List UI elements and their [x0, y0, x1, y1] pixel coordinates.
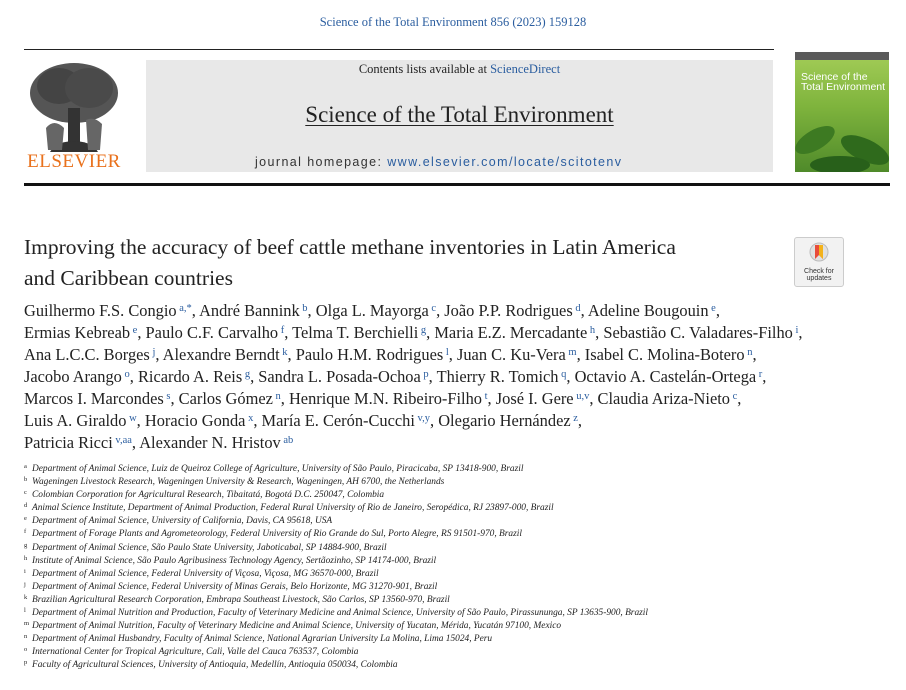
- affiliation-marker[interactable]: r: [756, 369, 763, 380]
- affiliation-marker[interactable]: g: [418, 325, 427, 336]
- author-name[interactable]: André Bannink: [199, 301, 300, 320]
- author-line: Guilhermo F.S. Congio $^{a,*}$, André Bannink $^b$, Olga L. Mayorga $^c$, João P.P. Rodrigues $^d$, Adeline Bougouin $^e$,: [24, 301, 720, 320]
- author-line: Luis A. Giraldo $^w$, Horacio Gonda $^x$, María E. Cerón-Cucchi $^{v,y}$, Olegario Hernández $^z$,: [24, 411, 583, 430]
- author-line: Patricia Ricci $^{v,aa}$, Alexander N. Hristov $^{ab}$: [24, 433, 294, 452]
- affiliation-marker[interactable]: d: [572, 303, 581, 314]
- author-line: Ana L.C.C. Borges $^j$, Alexandre Berndt $^k$, Paulo H.M. Rodrigues $^l$, Juan C. Ku-Vera $^m$, Isabel C. Molina-Botero $^n$,: [24, 345, 757, 364]
- affiliation-item: $^h$ Institute of Animal Science, São Paulo Agribusiness Technology Agency, Sertãozinho, SP 14174-000, Brazil: [24, 554, 437, 566]
- affiliation-item: $^g$ Department of Animal Science, São Paulo State University, Jaboticabal, SP 14884-900, Brazil: [24, 541, 387, 553]
- affiliation-marker[interactable]: t: [482, 391, 488, 402]
- journal-title[interactable]: Science of the Total Environment: [305, 102, 614, 127]
- author-name[interactable]: Olegario Hernández: [438, 411, 571, 430]
- citation-header[interactable]: Science of the Total Environment 856 (2023) 159128: [319, 15, 587, 29]
- author-name[interactable]: Ricardo A. Reis: [137, 367, 243, 386]
- author-list: [24, 300, 899, 454]
- affiliation-marker[interactable]: j: [149, 347, 156, 358]
- affiliation-item: $^k$ Brazilian Agricultural Research Corporation, Embrapa Southeast Livestock, São Carlos, SP 13560-970, Brazil: [24, 593, 450, 605]
- author-name[interactable]: Jacobo Arango: [24, 367, 122, 386]
- affiliation-marker[interactable]: s: [163, 391, 171, 402]
- affiliation-marker[interactable]: z: [570, 413, 578, 424]
- author-name[interactable]: Sebastião C. Valadares-Filho: [603, 323, 793, 342]
- author-name[interactable]: Olga L. Mayorga: [315, 301, 429, 320]
- affiliation-item: $^l$ Department of Animal Nutrition and Production, Faculty of Veterinary Medicine and Animal Science, University of São Paulo, Pirassununga, SP 13635-900, Brazil: [24, 607, 648, 619]
- affiliation-marker[interactable]: b: [299, 303, 308, 314]
- author-name[interactable]: Paulo C.F. Carvalho: [145, 323, 279, 342]
- check-updates-label: Check for updates: [804, 268, 834, 282]
- affiliation-text: Department of Animal Nutrition and Production, Faculty of Veterinary Medicine and Animal Science, University of São Paulo, Pirassununga, SP 13635-900, Brazil: [32, 608, 648, 619]
- affiliation-marker[interactable]: n: [272, 391, 281, 402]
- contents-lists: Contents lists available at ScienceDirect: [358, 62, 561, 76]
- bookmark-icon: [809, 242, 829, 266]
- author-name[interactable]: Juan C. Ku-Vera: [456, 345, 566, 364]
- affiliation-marker[interactable]: w: [126, 413, 137, 424]
- author-name[interactable]: Henrique M.N. Ribeiro-Filho: [288, 389, 482, 408]
- homepage-link[interactable]: www.elsevier.com/locate/scitotenv: [387, 155, 623, 169]
- affiliation-text: Wageningen Livestock Research, Wageningen University & Research, Wageningen, AH 6700, the Netherlands: [32, 477, 445, 488]
- header-bottom-rule: [24, 183, 890, 186]
- affiliation-item: $^d$ Animal Science Institute, Department of Animal Production, Federal Rural University of Rio de Janeiro, Seropédica, RJ 23897-000, Brazil: [24, 502, 554, 514]
- author-name[interactable]: Adeline Bougouin: [587, 301, 709, 320]
- author-name[interactable]: Guilhermo F.S. Congio: [24, 301, 177, 320]
- affiliation-item: $^f$ Department of Forage Plants and Agrometeorology, Federal University of Rio Grande do Sul, Porto Alegre, RS 91501-970, Brazil: [24, 528, 522, 540]
- affiliation-item: $^a$ Department of Animal Science, Luiz de Queiroz College of Agriculture, University of São Paulo, Piracicaba, SP 13418-900, Brazil: [24, 463, 524, 474]
- author-name[interactable]: Isabel C. Molina-Botero: [584, 345, 745, 364]
- affiliation-text: Animal Science Institute, Department of Animal Production, Federal Rural University of Rio de Janeiro, Seropédica, RJ 23897-000, Brazil: [32, 503, 554, 514]
- author-name[interactable]: Octavio A. Castelán-Ortega: [574, 367, 757, 386]
- affiliation-text: Department of Animal Science, Federal University of Viçosa, Viçosa, MG 36570-000, Brazil: [32, 568, 379, 579]
- affiliation-marker[interactable]: o: [121, 369, 130, 380]
- affiliation-marker[interactable]: e: [708, 303, 716, 314]
- affiliation-list: [24, 463, 894, 673]
- affiliation-item: $^j$ Department of Animal Science, Federal University of Minas Gerais, Belo Horizonte, MG 31270-901, Brazil: [24, 580, 438, 592]
- affiliation-marker[interactable]: q: [558, 369, 567, 380]
- affiliation-marker[interactable]: ab: [280, 435, 294, 446]
- author-line: Ermias Kebreab $^e$, Paulo C.F. Carvalho $^f$, Telma T. Berchielli $^g$, Maria E.Z. Mercadante $^h$, Sebastião C. Valadares-Filho $^i$,: [24, 323, 803, 342]
- author-name[interactable]: Luis A. Giraldo: [24, 411, 127, 430]
- author-name[interactable]: Horacio Gonda: [144, 411, 246, 430]
- affiliation-marker[interactable]: h: [587, 325, 596, 336]
- affiliation-marker[interactable]: i: [792, 325, 799, 336]
- cover-stripe: [795, 52, 889, 60]
- affiliation-marker[interactable]: x: [245, 413, 254, 424]
- author-name[interactable]: Paulo H.M. Rodrigues: [295, 345, 444, 364]
- article-title: [24, 232, 764, 294]
- author-name[interactable]: José I. Gere: [495, 389, 574, 408]
- author-name[interactable]: Sandra L. Posada-Ochoa: [258, 367, 421, 386]
- journal-cover-image[interactable]: [795, 52, 889, 172]
- affiliation-item: $^o$ International Center for Tropical Agriculture, Cali, Valle del Cauca 763537, Colombia: [24, 646, 359, 658]
- affiliation-text: Faculty of Agricultural Sciences, University of Antioquia, Medellín, Antioquia 050034, Colombia: [32, 660, 398, 671]
- author-name[interactable]: João P.P. Rodrigues: [444, 301, 573, 320]
- affiliation-item: $^c$ Colombian Corporation for Agricultural Research, Tibaitatá, Bogotá D.C. 250047, Colombia: [24, 489, 385, 501]
- affiliation-marker[interactable]: e: [130, 325, 138, 336]
- affiliation-marker[interactable]: a,*: [176, 303, 192, 314]
- affiliation-text: Colombian Corporation for Agricultural Research, Tibaitatá, Bogotá D.C. 250047, Colombia: [32, 490, 385, 501]
- affiliation-marker[interactable]: v,aa: [112, 435, 132, 446]
- affiliation-text: Department of Forage Plants and Agrometeorology, Federal University of Rio Grande do Sul, Porto Alegre, RS 91501-970, Brazil: [32, 529, 522, 540]
- affiliation-item: $^e$ Department of Animal Science, University of California, Davis, CA 95618, USA: [24, 515, 333, 527]
- author-line: Marcos I. Marcondes $^s$, Carlos Gómez $^n$, Henrique M.N. Ribeiro-Filho $^t$, José I. Gere $^{u,v}$, Claudia Ariza-Nieto $^c$,: [24, 389, 742, 408]
- cover-leaves-graphic: [795, 100, 889, 172]
- author-name[interactable]: Carlos Gómez: [178, 389, 273, 408]
- author-name[interactable]: Ana L.C.C. Borges: [24, 345, 150, 364]
- check-for-updates-button[interactable]: [794, 237, 844, 287]
- author-name[interactable]: Ermias Kebreab: [24, 323, 131, 342]
- author-name[interactable]: Maria E.Z. Mercadante: [434, 323, 588, 342]
- article-title-line: Improving the accuracy of beef cattle methane inventories in Latin America: [24, 235, 676, 259]
- author-name[interactable]: María E. Cerón-Cucchi: [261, 411, 415, 430]
- affiliation-marker[interactable]: c: [729, 391, 738, 402]
- affiliation-item: $^n$ Department of Animal Husbandry, Faculty of Animal Science, National Agrarian University La Molina, Lima 15024, Peru: [24, 633, 493, 645]
- affiliation-item: $^p$ Faculty of Agricultural Sciences, University of Antioquia, Medellín, Antioquia 050034, Colombia: [24, 659, 398, 671]
- author-name[interactable]: Claudia Ariza-Nieto: [597, 389, 730, 408]
- affiliation-item: $^i$ Department of Animal Science, Federal University of Viçosa, Viçosa, MG 36570-000, Brazil: [24, 567, 379, 579]
- affiliation-marker[interactable]: n: [744, 347, 753, 358]
- affiliation-marker[interactable]: p: [420, 369, 429, 380]
- author-line: Jacobo Arango $^o$, Ricardo A. Reis $^g$, Sandra L. Posada-Ochoa $^p$, Thierry R. Tomich $^q$, Octavio A. Castelán-Ortega $^r$,: [24, 367, 767, 386]
- affiliation-marker[interactable]: f: [278, 325, 285, 336]
- affiliation-text: Department of Animal Science, São Paulo State University, Jaboticabal, SP 14884-900, Brazil: [32, 542, 387, 553]
- author-name[interactable]: Marcos I. Marcondes: [24, 389, 164, 408]
- affiliation-text: International Center for Tropical Agriculture, Cali, Valle del Cauca 763537, Colombia: [32, 647, 359, 658]
- journal-homepage: journal homepage: www.elsevier.com/locate/scitotenv: [255, 155, 623, 169]
- affiliation-marker[interactable]: v,y: [414, 413, 430, 424]
- cover-title: Science of the Total Environment: [801, 71, 886, 93]
- affiliation-item: $^m$ Department of Animal Nutrition, Faculty of Veterinary Medicine and Animal Science, University of Yucatan, Mérida, Yucatán 97100, Mexico: [24, 620, 562, 632]
- affiliation-marker[interactable]: g: [242, 369, 251, 380]
- elsevier-wordmark: ELSEVIER: [27, 151, 121, 172]
- affiliation-text: Department of Animal Nutrition, Faculty of Veterinary Medicine and Animal Science, University of Yucatan, Mérida, Yucatán 97100, Mexico: [32, 621, 562, 632]
- affiliation-marker[interactable]: k: [279, 347, 288, 358]
- affiliation-text: Department of Animal Science, University of California, Davis, CA 95618, USA: [32, 516, 333, 527]
- affiliation-marker[interactable]: l: [443, 347, 449, 358]
- affiliation-text: Department of Animal Husbandry, Faculty of Animal Science, National Agrarian University La Molina, Lima 15024, Peru: [32, 634, 493, 645]
- header-rule: [24, 49, 774, 50]
- affiliation-marker[interactable]: u,v: [573, 391, 590, 402]
- sciencedirect-link[interactable]: ScienceDirect: [490, 62, 561, 76]
- affiliation-marker[interactable]: m: [565, 347, 577, 358]
- author-name[interactable]: Alexandre Berndt: [162, 345, 280, 364]
- affiliation-text: Department of Animal Science, Luiz de Queiroz College of Agriculture, University of São Paulo, Piracicaba, SP 13418-900, Brazil: [32, 464, 524, 474]
- author-name[interactable]: Thierry R. Tomich: [436, 367, 559, 386]
- author-name[interactable]: Alexander N. Hristov: [139, 433, 281, 452]
- affiliation-text: Institute of Animal Science, São Paulo Agribusiness Technology Agency, Sertãozinho, SP 14174-000, Brazil: [32, 555, 437, 566]
- author-name[interactable]: Telma T. Berchielli: [292, 323, 419, 342]
- article-title-line: and Caribbean countries: [24, 266, 233, 290]
- affiliation-text: Department of Animal Science, Federal University of Minas Gerais, Belo Horizonte, MG 31270-901, Brazil: [32, 581, 438, 592]
- affiliation-item: $^b$ Wageningen Livestock Research, Wageningen University & Research, Wageningen, AH 6700, the Netherlands: [24, 476, 445, 488]
- affiliation-text: Brazilian Agricultural Research Corporation, Embrapa Southeast Livestock, São Carlos, SP 13560-970, Brazil: [32, 594, 450, 605]
- author-name[interactable]: Patricia Ricci: [24, 433, 113, 452]
- affiliation-marker[interactable]: c: [428, 303, 437, 314]
